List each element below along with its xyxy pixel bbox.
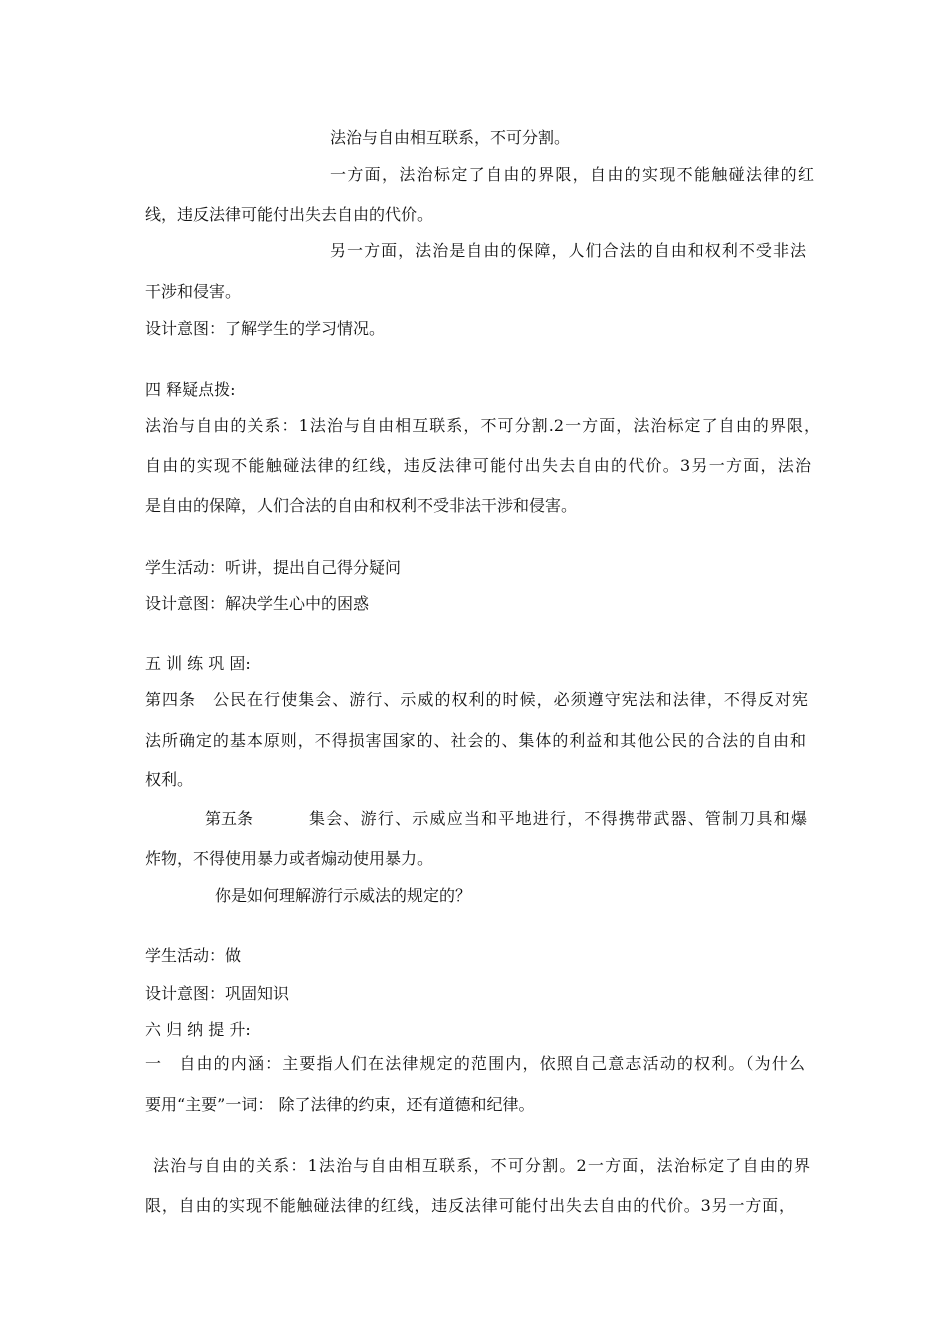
- article-4-line-1: 第四条 公民在行使集会、游行、示威的权利的时候，必须遵守宪法和法律，不得反对宪: [145, 690, 808, 709]
- section-6-heading: 六 归 纳 提 升:: [145, 1020, 251, 1039]
- section-4-heading: 四 释疑点拨:: [145, 380, 236, 399]
- review-paragraph-1: 法治与自由相互联系，不可分割。: [330, 128, 571, 147]
- section-6-relation-line-2: 限，自由的实现不能触碰法律的红线，违反法律可能付出失去自由的代价。3另一方面，: [145, 1196, 795, 1215]
- article-5-line-1: 集会、游行、示威应当和平地进行，不得携带武器、管制刀具和爆: [309, 809, 807, 828]
- section-4-design-intent: 设计意图：解决学生心中的困惑: [145, 594, 370, 613]
- section-6-item-1-line-2: 要用“主要”一词： 除了法律的约束，还有道德和纪律。: [145, 1095, 535, 1114]
- section-5-student-activity: 学生活动：做: [145, 946, 242, 965]
- section-4-line-2: 自由的实现不能触碰法律的红线，违反法律可能付出失去自由的代价。3另一方面，法治: [145, 456, 811, 475]
- section-6-relation-line-1: 法治与自由的关系：1法治与自由相互联系，不可分割。2一方面，法治标定了自由的界: [153, 1156, 810, 1175]
- section-5-design-intent: 设计意图：巩固知识: [145, 984, 290, 1003]
- review-paragraph-2: 一方面，法治标定了自由的界限，自由的实现不能触碰法律的红: [330, 165, 814, 184]
- review-paragraph-3-cont: 干涉和侵害。: [145, 282, 242, 301]
- section-4-student-activity: 学生活动：听讲，提出自己得分疑问: [145, 558, 402, 577]
- article-4-line-3: 权利。: [145, 770, 194, 789]
- section-4-line-3: 是自由的保障，人们合法的自由和权利不受非法干涉和侵害。: [145, 496, 578, 515]
- section-5-question: 你是如何理解游行示威法的规定的？: [215, 886, 472, 905]
- review-design-intent: 设计意图：了解学生的学习情况。: [145, 319, 386, 338]
- section-5-heading: 五 训 练 巩 固:: [145, 654, 251, 673]
- review-paragraph-2-cont: 线，违反法律可能付出失去自由的代价。: [145, 205, 434, 224]
- article-5-line-2: 炸物，不得使用暴力或者煽动使用暴力。: [145, 849, 434, 868]
- article-4-line-2: 法所确定的基本原则，不得损害国家的、社会的、集体的利益和其他公民的合法的自由和: [145, 731, 806, 750]
- section-6-item-1-line-1: 一 自由的内涵：主要指人们在法律规定的范围内，依照自己意志活动的权利。（为什么: [145, 1054, 805, 1073]
- review-paragraph-3: 另一方面，法治是自由的保障，人们合法的自由和权利不受非法: [330, 241, 806, 260]
- article-5-label: 第五条: [205, 809, 254, 828]
- section-4-line-1: 法治与自由的关系：1法治与自由相互联系，不可分割.2一方面，法治标定了自由的界限，: [145, 416, 820, 435]
